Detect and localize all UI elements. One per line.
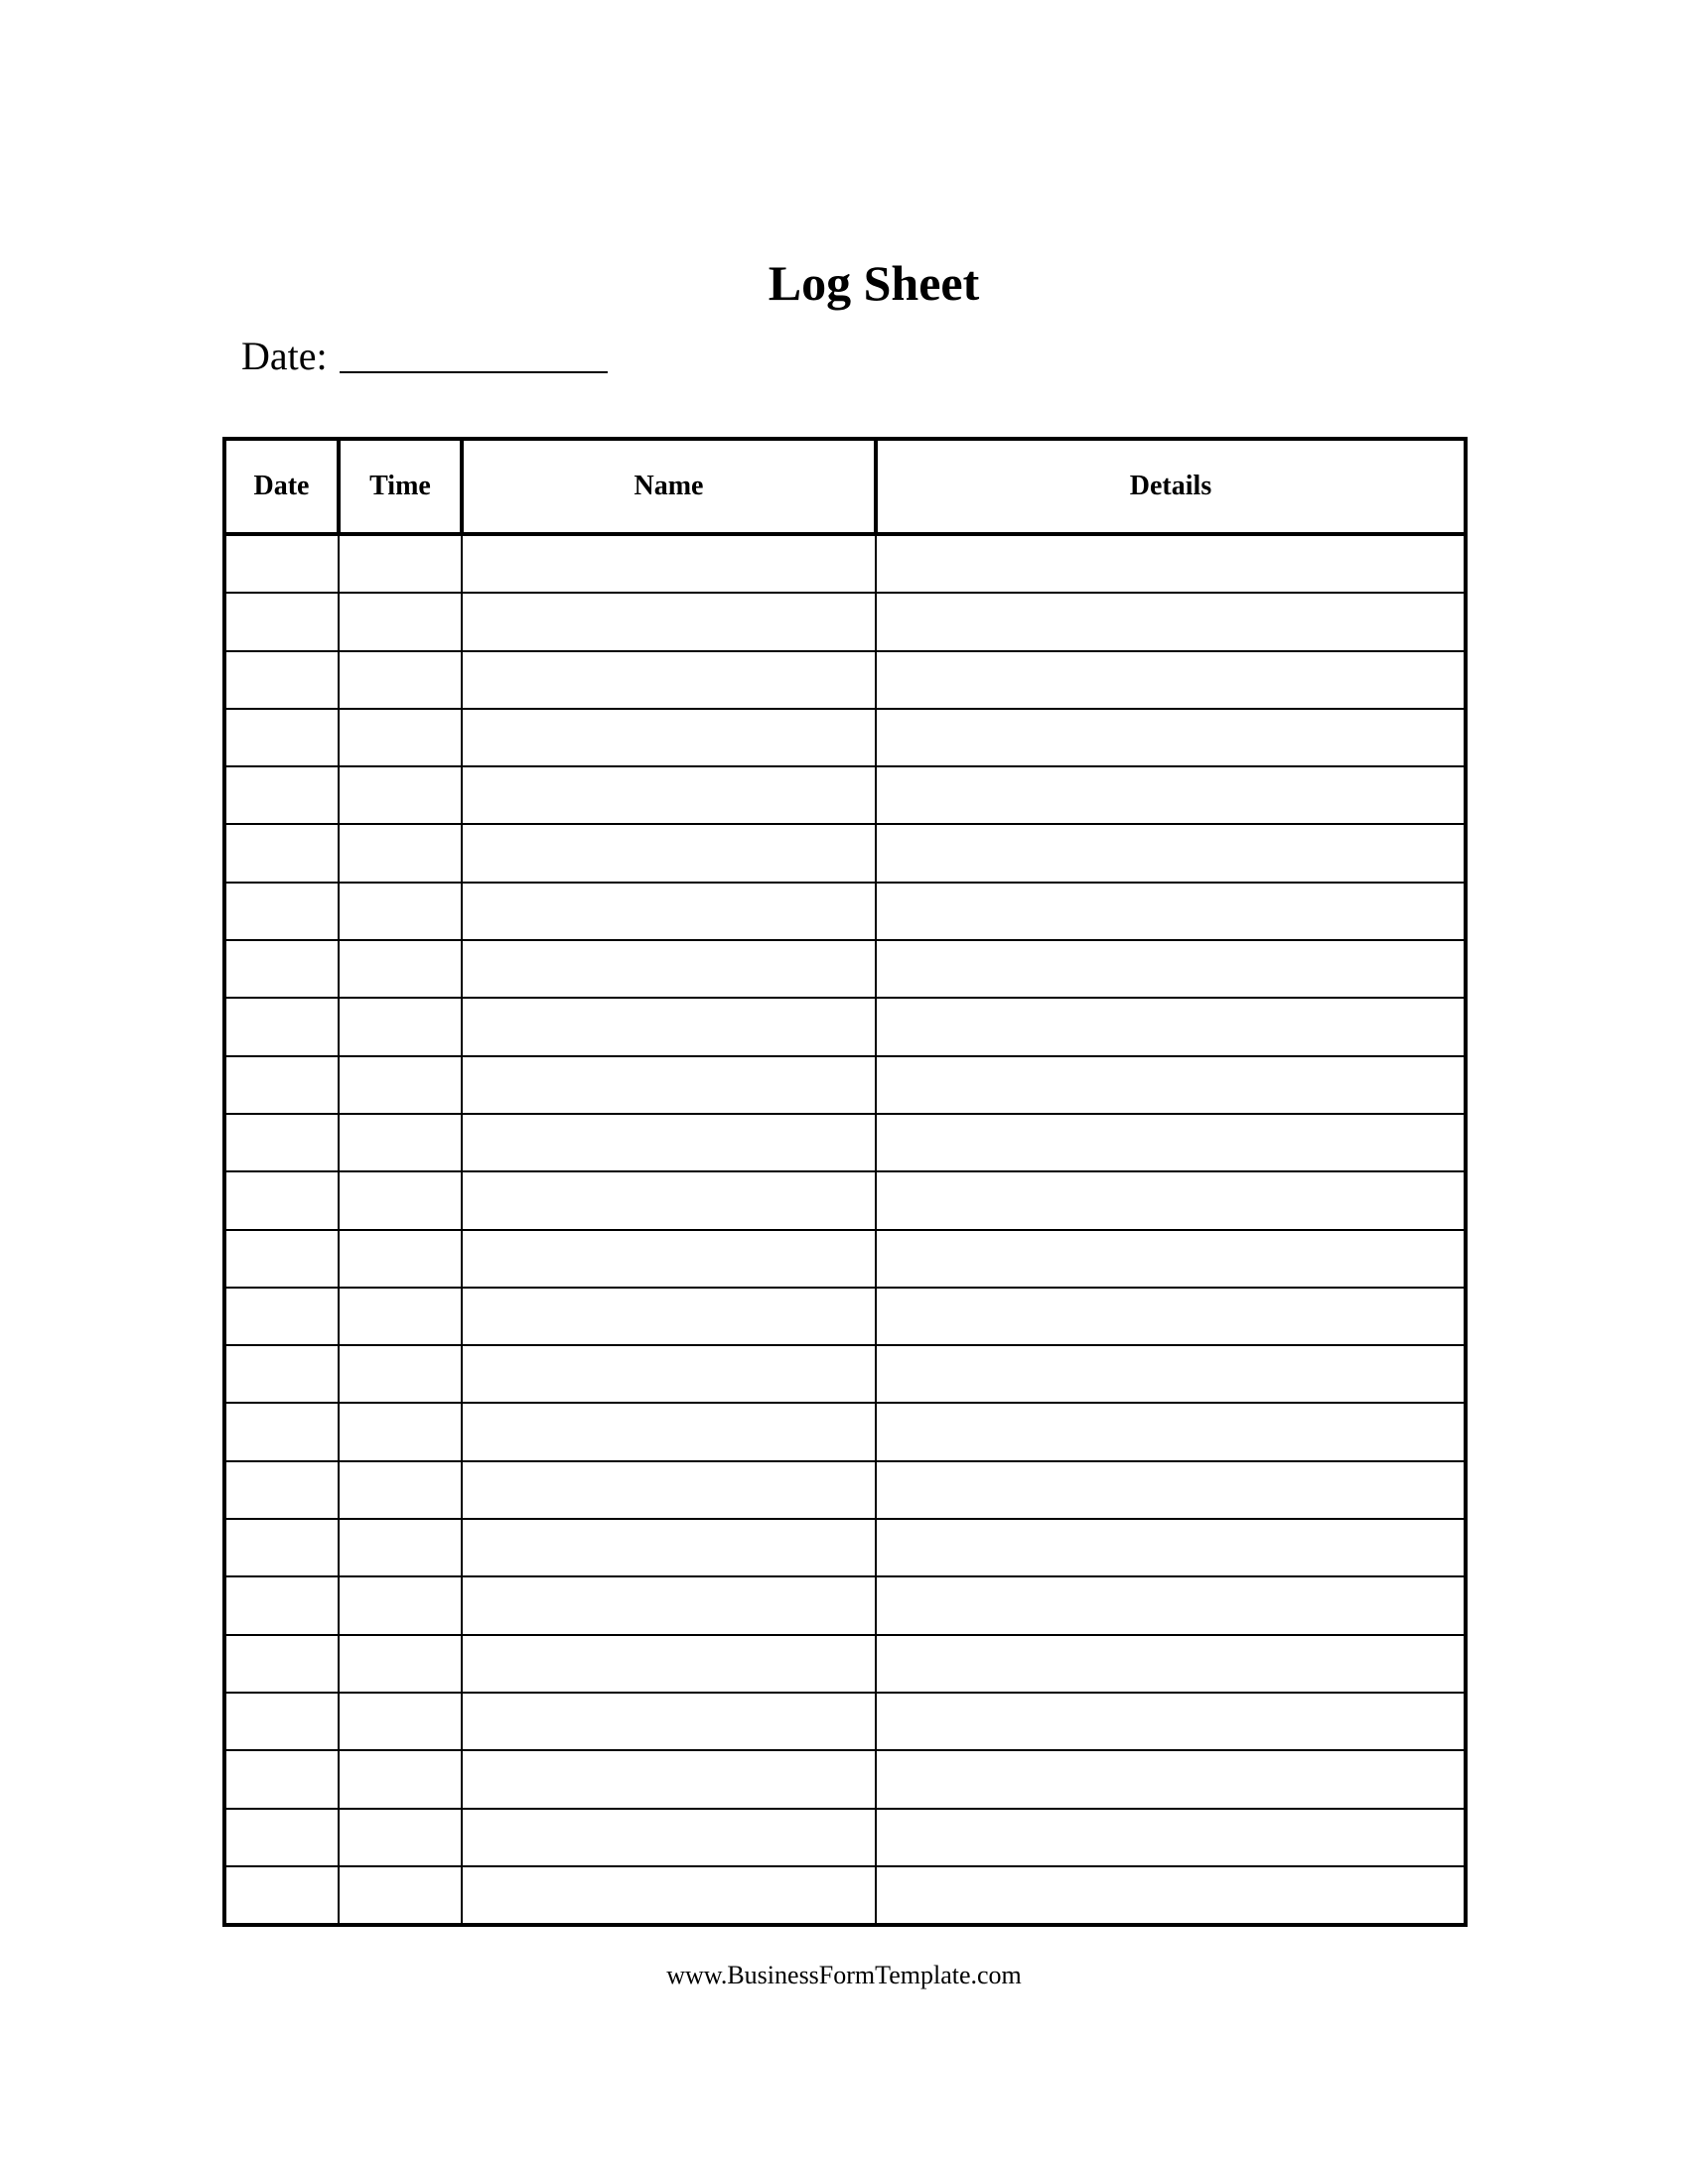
cell-name[interactable] (462, 1345, 876, 1403)
cell-time[interactable] (339, 709, 462, 766)
cell-time[interactable] (339, 766, 462, 824)
date-field (241, 328, 608, 381)
table-row (224, 1635, 1466, 1693)
table-row (224, 593, 1466, 650)
cell-time[interactable] (339, 1403, 462, 1460)
table-row (224, 1230, 1466, 1288)
cell-details[interactable] (876, 1519, 1466, 1576)
header-details: Details (876, 439, 1466, 534)
cell-name[interactable] (462, 1519, 876, 1576)
cell-details[interactable] (876, 1403, 1466, 1460)
cell-name[interactable] (462, 1809, 876, 1866)
cell-details[interactable] (876, 1114, 1466, 1171)
cell-details[interactable] (876, 1461, 1466, 1519)
cell-name[interactable] (462, 1171, 876, 1229)
table-row (224, 1288, 1466, 1345)
cell-details[interactable] (876, 534, 1466, 593)
cell-date[interactable] (224, 1693, 339, 1750)
cell-name[interactable] (462, 1403, 876, 1460)
cell-date[interactable] (224, 824, 339, 882)
cell-name[interactable] (462, 1288, 876, 1345)
table-row (224, 940, 1466, 998)
log-table (222, 437, 1468, 1927)
cell-time[interactable] (339, 1809, 462, 1866)
cell-date[interactable] (224, 1866, 339, 1925)
cell-name[interactable] (462, 1635, 876, 1693)
cell-details[interactable] (876, 1576, 1466, 1634)
cell-date[interactable] (224, 651, 339, 709)
cell-date[interactable] (224, 1230, 339, 1288)
log-body (224, 534, 1466, 1925)
cell-time[interactable] (339, 1750, 462, 1808)
table-row (224, 1114, 1466, 1171)
cell-date[interactable] (224, 1576, 339, 1634)
footer-url: www.BusinessFormTemplate.com (666, 1961, 1022, 1989)
cell-date[interactable] (224, 1403, 339, 1460)
cell-details[interactable] (876, 651, 1466, 709)
cell-name[interactable] (462, 1461, 876, 1519)
cell-name[interactable] (462, 824, 876, 882)
table-row (224, 766, 1466, 824)
cell-name[interactable] (462, 1230, 876, 1288)
cell-time[interactable] (339, 1693, 462, 1750)
cell-date[interactable] (224, 883, 339, 940)
cell-details[interactable] (876, 1750, 1466, 1808)
cell-time[interactable] (339, 883, 462, 940)
cell-date[interactable] (224, 1519, 339, 1576)
page-title: Log Sheet (768, 255, 980, 311)
cell-time[interactable] (339, 1230, 462, 1288)
table-row (224, 1866, 1466, 1925)
table-row (224, 1809, 1466, 1866)
cell-name[interactable] (462, 1056, 876, 1114)
cell-date[interactable] (224, 1288, 339, 1345)
table-row (224, 1171, 1466, 1229)
cell-date[interactable] (224, 1635, 339, 1693)
table-row (224, 1519, 1466, 1576)
cell-name[interactable] (462, 1750, 876, 1808)
table-row (224, 883, 1466, 940)
cell-time[interactable] (339, 1461, 462, 1519)
cell-details[interactable] (876, 593, 1466, 650)
cell-name[interactable] (462, 940, 876, 998)
cell-time[interactable] (339, 593, 462, 650)
cell-time[interactable] (339, 1345, 462, 1403)
cell-time[interactable] (339, 998, 462, 1055)
cell-details[interactable] (876, 883, 1466, 940)
cell-name[interactable] (462, 1866, 876, 1925)
cell-details[interactable] (876, 766, 1466, 824)
cell-time[interactable] (339, 1576, 462, 1634)
cell-details[interactable] (876, 824, 1466, 882)
cell-time[interactable] (339, 1056, 462, 1114)
cell-name[interactable] (462, 534, 876, 593)
cell-date[interactable] (224, 1750, 339, 1808)
header-date: Date (224, 439, 339, 534)
header-row (224, 439, 1466, 534)
cell-date[interactable] (224, 1114, 339, 1171)
cell-date[interactable] (224, 1171, 339, 1229)
table-row (224, 1345, 1466, 1403)
cell-details[interactable] (876, 1056, 1466, 1114)
cell-details[interactable] (876, 1345, 1466, 1403)
cell-time[interactable] (339, 824, 462, 882)
cell-details[interactable] (876, 1171, 1466, 1229)
cell-date[interactable] (224, 534, 339, 593)
cell-time[interactable] (339, 1171, 462, 1229)
cell-date[interactable] (224, 940, 339, 998)
cell-date[interactable] (224, 998, 339, 1055)
cell-name[interactable] (462, 766, 876, 824)
table-row (224, 534, 1466, 593)
cell-details[interactable] (876, 709, 1466, 766)
cell-details[interactable] (876, 940, 1466, 998)
header-time: Time (339, 439, 462, 534)
table-row (224, 651, 1466, 709)
cell-name[interactable] (462, 651, 876, 709)
cell-time[interactable] (339, 1866, 462, 1925)
cell-name[interactable] (462, 883, 876, 940)
cell-details[interactable] (876, 1635, 1466, 1693)
date-label: Date: (241, 334, 328, 378)
cell-details[interactable] (876, 1809, 1466, 1866)
table-row (224, 709, 1466, 766)
date-blank-line[interactable] (340, 332, 608, 373)
cell-time[interactable] (339, 1114, 462, 1171)
cell-details[interactable] (876, 1288, 1466, 1345)
cell-details[interactable] (876, 998, 1466, 1055)
table-row (224, 1461, 1466, 1519)
cell-time[interactable] (339, 940, 462, 998)
cell-date[interactable] (224, 1461, 339, 1519)
table-row (224, 1750, 1466, 1808)
table-row (224, 1693, 1466, 1750)
cell-details[interactable] (876, 1866, 1466, 1925)
cell-name[interactable] (462, 1693, 876, 1750)
table-row (224, 1403, 1466, 1460)
cell-name[interactable] (462, 998, 876, 1055)
cell-time[interactable] (339, 534, 462, 593)
cell-date[interactable] (224, 709, 339, 766)
cell-name[interactable] (462, 709, 876, 766)
table-row (224, 824, 1466, 882)
table-row (224, 1056, 1466, 1114)
cell-time[interactable] (339, 1288, 462, 1345)
cell-date[interactable] (224, 593, 339, 650)
table-row (224, 1576, 1466, 1634)
cell-details[interactable] (876, 1230, 1466, 1288)
cell-details[interactable] (876, 1693, 1466, 1750)
cell-date[interactable] (224, 1056, 339, 1114)
cell-date[interactable] (224, 1809, 339, 1866)
cell-time[interactable] (339, 1635, 462, 1693)
cell-name[interactable] (462, 593, 876, 650)
cell-date[interactable] (224, 1345, 339, 1403)
header-name: Name (462, 439, 876, 534)
cell-time[interactable] (339, 651, 462, 709)
cell-name[interactable] (462, 1114, 876, 1171)
table-row (224, 998, 1466, 1055)
cell-name[interactable] (462, 1576, 876, 1634)
cell-date[interactable] (224, 766, 339, 824)
cell-time[interactable] (339, 1519, 462, 1576)
